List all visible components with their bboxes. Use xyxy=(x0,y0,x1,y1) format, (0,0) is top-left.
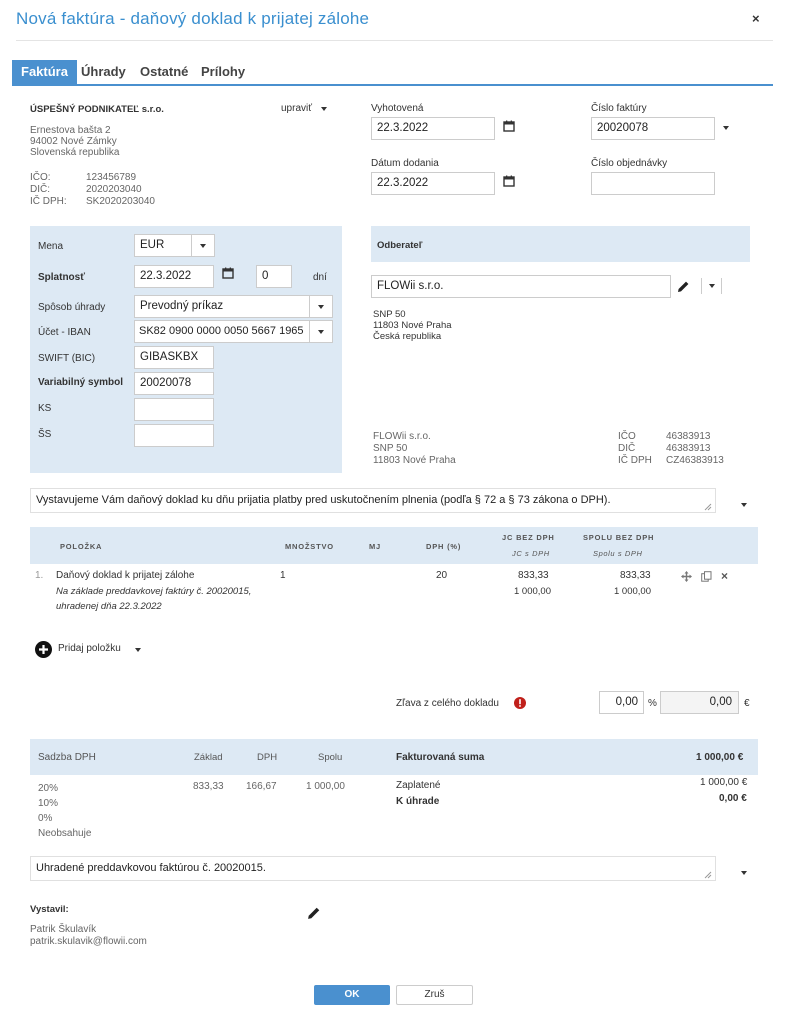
currency-select[interactable]: EUR xyxy=(134,234,192,257)
customer-address-line: Česká republika xyxy=(373,331,442,342)
iban-select[interactable]: SK82 0900 0000 0050 5667 1965 xyxy=(134,320,310,343)
variable-symbol-field[interactable]: 20020078 xyxy=(134,372,214,395)
item-total-net: 833,33 xyxy=(620,570,651,581)
issued-date-field[interactable]: 22.3.2022 xyxy=(371,117,495,140)
item-total-gross: 1 000,00 xyxy=(614,586,651,597)
vat-rate: Neobsahuje xyxy=(38,828,92,839)
vat-rate: 20% xyxy=(38,783,59,794)
seller-id-label: DIČ: xyxy=(30,184,50,195)
seller-id-label: IČO: xyxy=(30,172,51,183)
row-number: 1. xyxy=(35,570,44,581)
add-item-label[interactable]: Pridaj položku xyxy=(58,643,121,654)
currency-unit: € xyxy=(744,698,750,709)
invoice-number-field[interactable]: 20020078 xyxy=(591,117,715,140)
pencil-icon[interactable] xyxy=(677,280,690,293)
customer-ids xyxy=(618,431,724,467)
seller-address-line: Ernestova bašta 2 xyxy=(30,125,111,136)
add-item-button[interactable] xyxy=(35,641,52,658)
delivery-date-field[interactable]: 22.3.2022 xyxy=(371,172,495,195)
item-qty[interactable]: 1 xyxy=(280,570,286,581)
col-total-gross: Spolu s DPH xyxy=(593,549,643,558)
item-unit-gross: 1 000,00 xyxy=(514,586,551,597)
chevron-down-icon xyxy=(200,244,206,248)
tab-prilohy[interactable]: Prílohy xyxy=(201,64,246,79)
close-icon[interactable]: × xyxy=(752,11,760,26)
seller-id-value: SK2020203040 xyxy=(86,196,155,207)
tab-uhrady[interactable]: Úhrady xyxy=(81,64,126,79)
due-days-field[interactable]: 0 xyxy=(256,265,292,288)
invoice-number-label: Číslo faktúry xyxy=(591,103,647,114)
percent-unit: % xyxy=(648,698,657,709)
ks-field[interactable] xyxy=(134,398,214,421)
issued-date-label: Vyhotovená xyxy=(371,103,424,114)
seller-address xyxy=(30,125,120,158)
dialog-title: Nová faktúra - daňový doklad k prijatej zálohe xyxy=(16,9,370,28)
seller-id-value: 2020203040 xyxy=(86,184,142,195)
vat-rate: 10% xyxy=(38,798,59,809)
move-icon[interactable] xyxy=(681,571,692,582)
copy-icon[interactable] xyxy=(701,571,712,582)
chevron-down-icon[interactable] xyxy=(723,126,729,130)
variable-symbol-label: Variabilný symbol xyxy=(38,377,124,388)
invoiced-sum-label: Fakturovaná suma xyxy=(396,752,485,763)
customer-footer-line: FLOWii s.r.o. xyxy=(373,431,431,442)
col-item: POLOŽKA xyxy=(60,542,103,551)
ks-label: KS xyxy=(38,403,52,414)
order-number-field[interactable] xyxy=(591,172,715,195)
seller-name: ÚSPEŠNÝ PODNIKATEĽ s.r.o. xyxy=(30,104,164,115)
days-unit-label: dní xyxy=(313,272,327,283)
due-date-field[interactable]: 22.3.2022 xyxy=(134,265,214,288)
ok-button[interactable]: OK xyxy=(314,985,390,1005)
customer-address-line: 11803 Nové Praha xyxy=(373,320,452,331)
tab-faktura[interactable]: Faktúra xyxy=(12,60,77,84)
vat-total-value: 1 000,00 xyxy=(306,781,345,792)
chevron-down-icon xyxy=(318,305,324,309)
seller-id-label: IČ DPH: xyxy=(30,196,67,207)
invoiced-sum-value: 1 000,00 € xyxy=(696,752,744,763)
item-note: uhradenej dňa 22.3.2022 xyxy=(56,601,162,612)
paid-label: Zaplatené xyxy=(396,780,441,791)
ss-label: ŠS xyxy=(38,429,52,440)
col-unit-net: JC BEZ DPH xyxy=(502,533,555,542)
col-qty: MNOŽSTVO xyxy=(285,542,334,551)
chevron-down-icon[interactable] xyxy=(135,648,141,652)
col-unit-gross: JC s DPH xyxy=(512,549,550,558)
customer-footer-address xyxy=(373,431,456,467)
chevron-down-icon[interactable] xyxy=(741,503,747,507)
summary-header xyxy=(30,739,758,775)
swift-field[interactable]: GIBASKBX xyxy=(134,346,214,369)
intro-textarea[interactable]: Vystavujeme Vám daňový doklad ku dňu prijatia platby pred uskutočnením plnenia (podľa § 72 a § 73 zákona o DPH). xyxy=(30,488,716,513)
customer-header-panel xyxy=(371,226,750,262)
header-divider xyxy=(16,40,773,41)
customer-id-label: IČ DPH xyxy=(618,455,652,466)
vat-base-value: 833,33 xyxy=(193,781,224,792)
divider xyxy=(701,278,702,294)
customer-footer-line: SNP 50 xyxy=(373,443,408,454)
discount-amount-field[interactable]: 0,00 xyxy=(660,691,739,714)
customer-id-label: DIČ xyxy=(618,443,636,454)
customer-name-field[interactable]: FLOWii s.r.o. xyxy=(371,275,671,298)
ss-field[interactable] xyxy=(134,424,214,447)
col-total-net: SPOLU BEZ DPH xyxy=(583,533,655,542)
to-pay-label: K úhrade xyxy=(396,796,440,807)
order-number-label: Číslo objednávky xyxy=(591,158,668,169)
vat-amount-header: DPH xyxy=(257,752,278,763)
customer-id-value: CZ46383913 xyxy=(666,455,724,466)
calendar-icon[interactable] xyxy=(503,175,515,187)
vat-rate-header: Sadzba DPH xyxy=(38,752,96,763)
seller-id-value: 123456789 xyxy=(86,172,137,183)
customer-address-line: SNP 50 xyxy=(373,309,406,320)
calendar-icon[interactable] xyxy=(222,267,234,279)
seller-edit-link[interactable] xyxy=(281,103,312,114)
to-pay-value: 0,00 € xyxy=(719,793,747,804)
iban-label: Účet - IBAN xyxy=(38,327,91,338)
col-unit: MJ xyxy=(369,542,382,551)
swift-label: SWIFT (BIC) xyxy=(38,353,96,364)
seller-edit-label: upraviť xyxy=(281,103,312,114)
delete-icon[interactable]: × xyxy=(721,569,729,583)
item-vat[interactable]: 20 xyxy=(436,570,448,581)
issuer-label: Vystavil: xyxy=(30,904,69,915)
payment-method-select[interactable]: Prevodný príkaz xyxy=(134,295,310,318)
chevron-down-icon xyxy=(318,330,324,334)
chevron-down-icon xyxy=(321,107,327,111)
issuer-name: Patrik Škulavík xyxy=(30,924,97,935)
chevron-down-icon[interactable] xyxy=(741,871,747,875)
pencil-icon[interactable] xyxy=(307,906,321,920)
tab-ostatne[interactable]: Ostatné xyxy=(140,64,189,79)
discount-percent-field[interactable]: 0,00 xyxy=(599,691,644,714)
customer-id-value: 46383913 xyxy=(666,431,711,442)
seller-ids xyxy=(30,172,155,208)
warning-icon xyxy=(514,697,526,709)
seller-address-line: Slovenská republika xyxy=(30,147,120,158)
issuer-email: patrik.skulavik@flowii.com xyxy=(30,936,147,947)
customer-id-value: 46383913 xyxy=(666,443,711,454)
issuer-info xyxy=(30,924,147,948)
item-unit-net[interactable]: 833,33 xyxy=(518,570,549,581)
calendar-icon[interactable] xyxy=(503,120,515,132)
item-note: Na základe preddavkovej faktúry č. 20020015, xyxy=(56,586,252,597)
tab-underline xyxy=(12,84,773,86)
seller-address-line: 94002 Nové Zámky xyxy=(30,136,117,147)
chevron-down-icon[interactable] xyxy=(709,284,715,288)
resize-handle-icon[interactable] xyxy=(704,871,712,879)
vat-amount-value: 166,67 xyxy=(246,781,277,792)
paid-value: 1 000,00 € xyxy=(700,777,748,788)
vat-rate: 0% xyxy=(38,813,53,824)
vat-total-header: Spolu xyxy=(318,752,343,763)
customer-id-label: IČO xyxy=(618,431,636,442)
customer-footer-line: 11803 Nové Praha xyxy=(373,455,456,466)
delivery-date-label: Dátum dodania xyxy=(371,158,439,169)
payment-method-dropdown-button[interactable] xyxy=(309,295,333,318)
col-vat: DPH (%) xyxy=(426,542,462,551)
payment-method-label: Spôsob úhrady xyxy=(38,302,106,313)
customer-address xyxy=(373,309,452,342)
vat-rates-list xyxy=(38,781,91,841)
iban-dropdown-button[interactable] xyxy=(309,320,333,343)
cancel-button[interactable]: Zruš xyxy=(396,985,473,1005)
customer-header: Odberateľ xyxy=(377,240,423,251)
vat-base-header: Základ xyxy=(194,752,223,763)
discount-label: Zľava z celého dokladu xyxy=(396,698,499,709)
item-name[interactable]: Daňový doklad k prijatej zálohe xyxy=(56,570,195,581)
due-date-label: Splatnosť xyxy=(38,272,86,283)
closing-textarea[interactable]: Uhradené preddavkovou faktúrou č. 20020015. xyxy=(30,856,716,881)
resize-handle-icon[interactable] xyxy=(704,503,712,511)
currency-dropdown-button[interactable] xyxy=(191,234,215,257)
currency-label: Mena xyxy=(38,241,64,252)
divider xyxy=(721,278,722,294)
